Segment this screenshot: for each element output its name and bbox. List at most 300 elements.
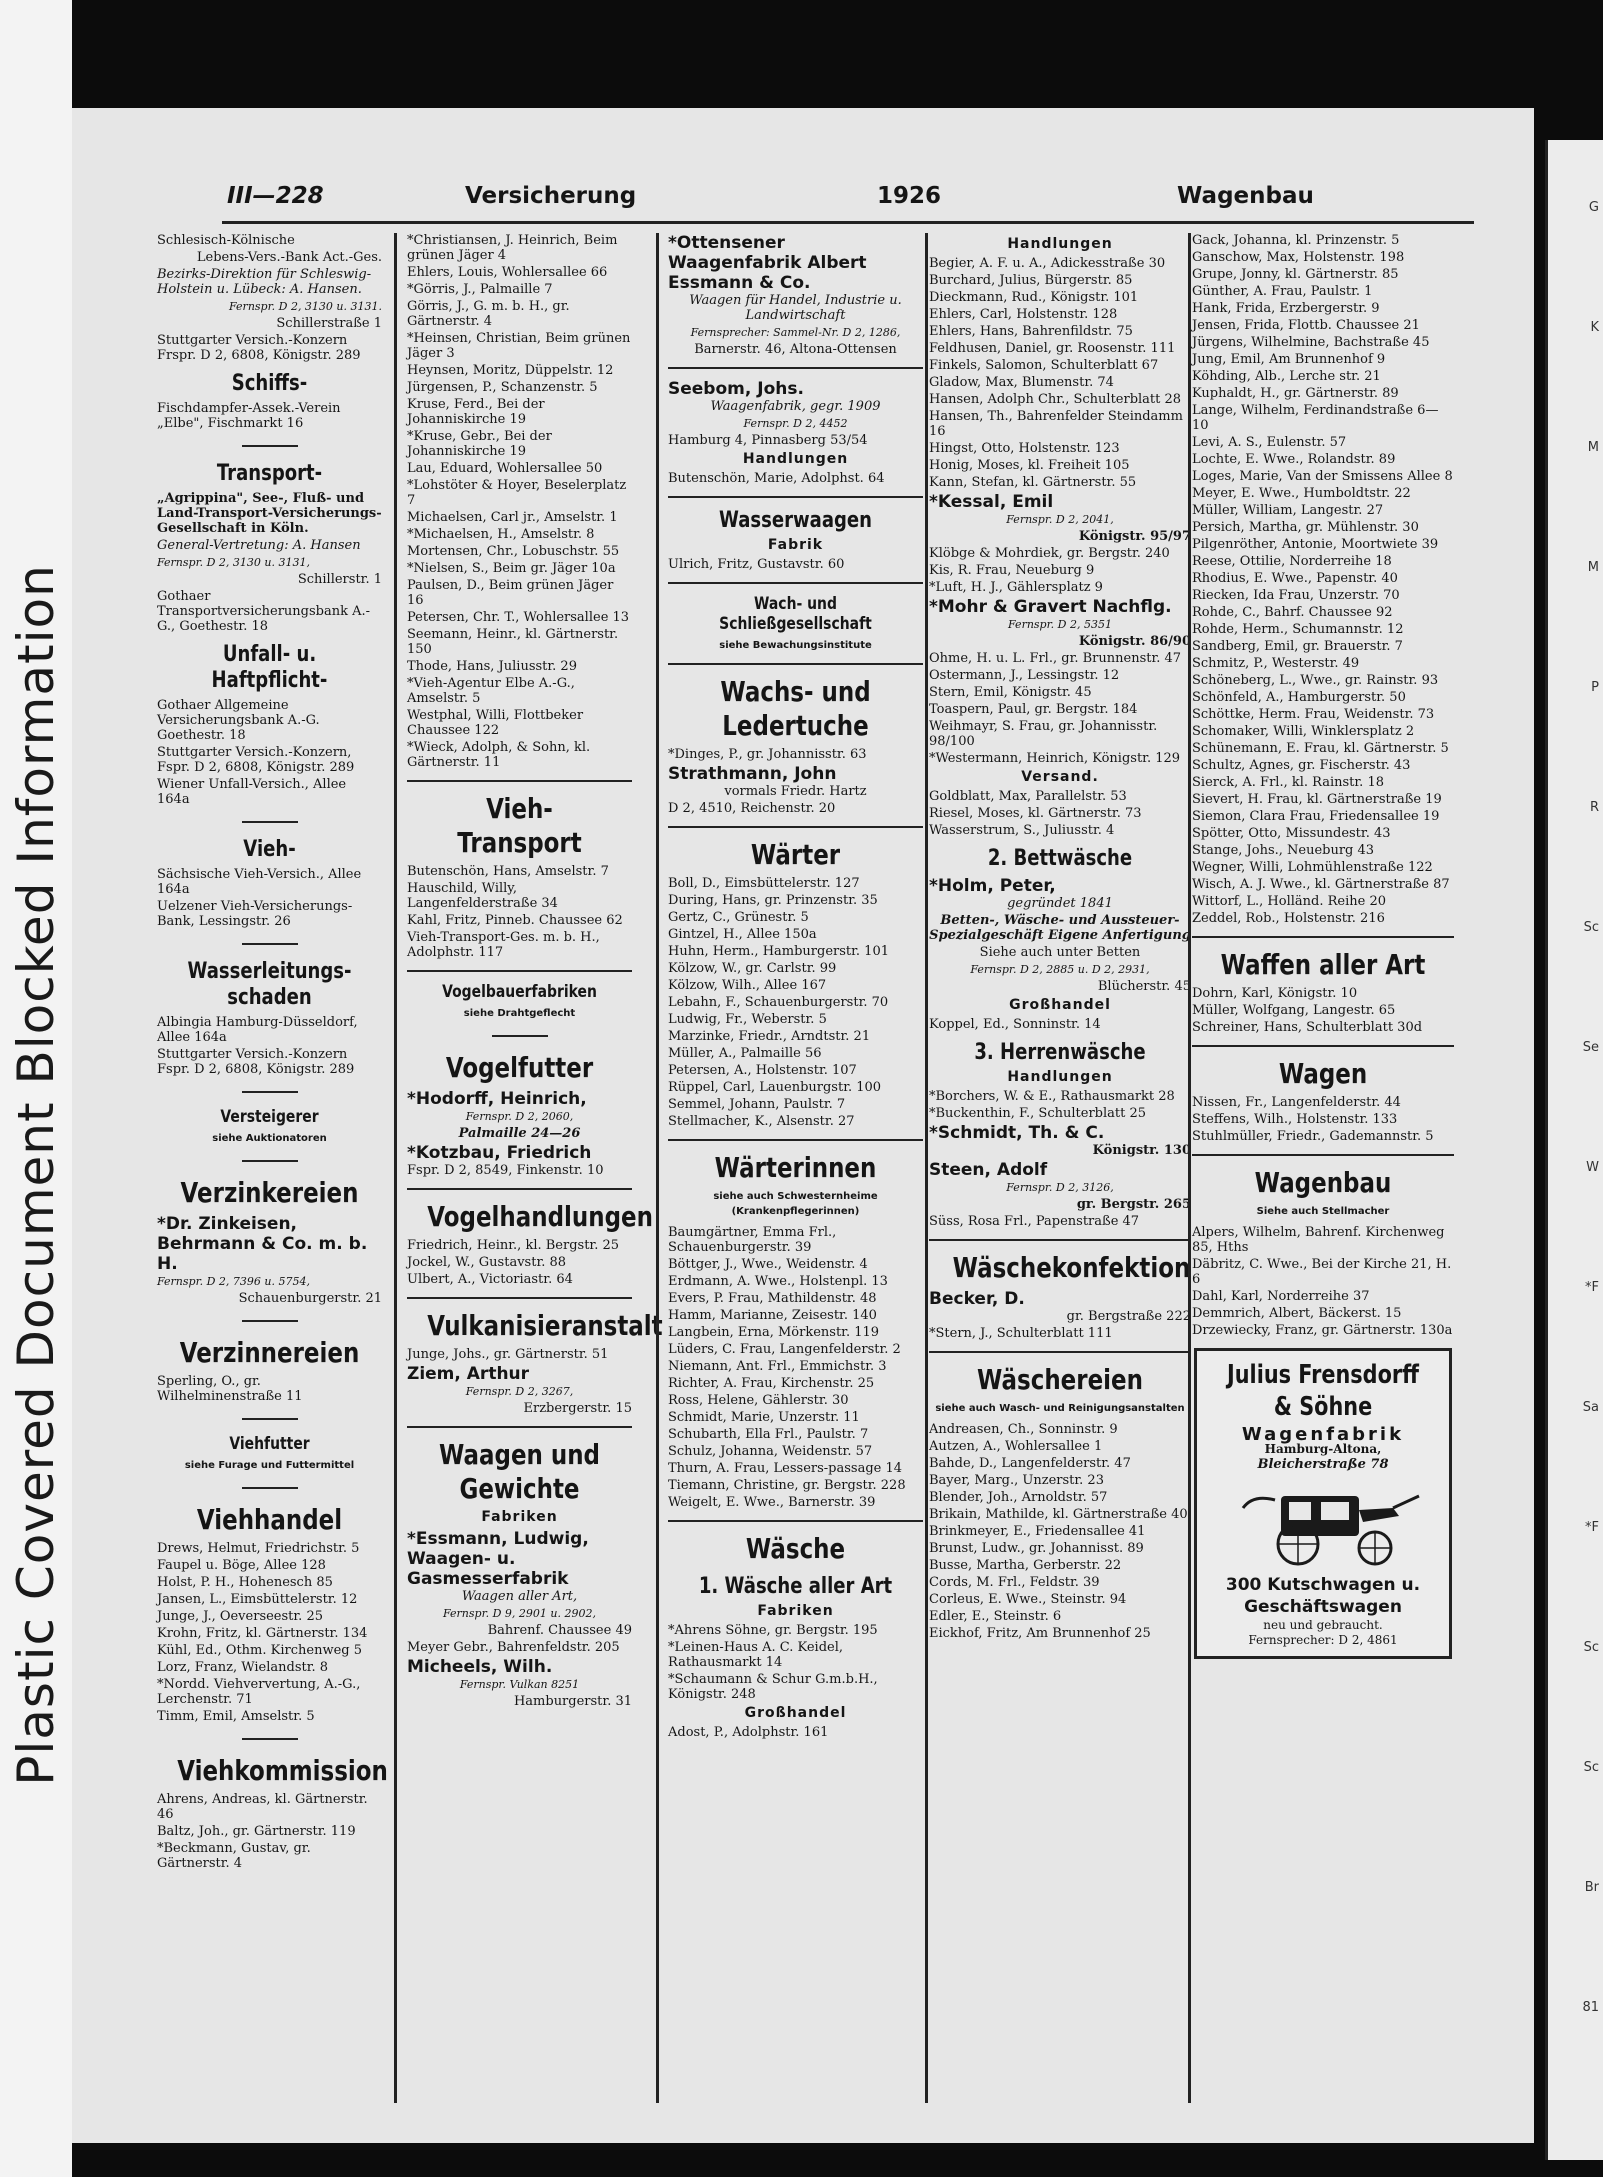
listing-entry: Müller, A., Palmaille 56 (668, 1046, 822, 1061)
listing-entry: Kruse, Ferd., Bei der Johanniskirche 19 (407, 397, 545, 427)
subsection-heading: Handlungen (742, 451, 849, 467)
listing-entry: Köhding, Alb., Lerche str. 21 (1192, 369, 1381, 384)
subsection-heading: Versand. (1021, 769, 1099, 785)
subsection-heading: Fabriken (481, 1509, 558, 1525)
section-separator (242, 1418, 298, 1420)
listing-entry: Hank, Frida, Erzbergerstr. 9 (1192, 301, 1380, 316)
section-rule (668, 826, 923, 828)
listing-entry: Koppel, Ed., Sonninstr. 14 (929, 1017, 1101, 1032)
section-heading: Wäschekonfektion (952, 1251, 1191, 1284)
listing-entry: Fischdampfer-Assek.-Verein „Elbe", Fischmarkt 16 (157, 401, 341, 431)
listing-entry: Wegner, Willi, Lohmühlenstraße 122 (1192, 860, 1433, 875)
listing-entry: Stuhlmüller, Friedr., Gademannstr. 5 (1192, 1129, 1434, 1144)
advertisement-frensdorff (1194, 1348, 1452, 1659)
listing-entry: *Vieh-Agentur Elbe A.-G., Amselstr. 5 (407, 676, 575, 706)
ad-offer: 300 Kutschwagen u. Geschäftswagen (1225, 1575, 1421, 1617)
listing-entry: Waagen für Handel, Industrie u. Landwirtschaft (689, 293, 902, 323)
adjacent-page-fragment: Sc (1583, 1760, 1599, 1775)
listing-entry: Schauenburgerstr. 21 (238, 1291, 382, 1306)
listing-entry: General-Vertretung: A. Hansen (157, 538, 361, 553)
page-number: III—228 (227, 183, 324, 209)
featured-listing-name: *Kessal, Emil (929, 492, 1054, 512)
column-5-entries (1192, 233, 1454, 1338)
section-rule (668, 582, 923, 584)
listing-entry: Waagenfabrik, gegr. 1909 (710, 399, 881, 414)
column-1 (157, 233, 388, 2113)
listing-entry: Andreasen, Ch., Sonninstr. 9 (929, 1422, 1118, 1437)
listing-entry: Stuttgarter Versich.-Konzern Frspr. D 2, 6808, Königstr. 289 (157, 333, 361, 363)
featured-listing-name: Micheels, Wilh. (407, 1657, 553, 1677)
listing-entry: Petersen, A., Holstenstr. 107 (668, 1063, 857, 1078)
section-rule (929, 1239, 1191, 1241)
section-heading: Vieh-Transport (457, 792, 582, 859)
listing-entry: Autzen, A., Wohlersallee 1 (929, 1439, 1103, 1454)
listing-entry: Hauschild, Willy, Langenfelderstraße 34 (407, 881, 558, 911)
section-rule (668, 1520, 923, 1522)
listing-entry: gr. Bergstr. 265 (1076, 1197, 1191, 1212)
listing-entry: Dohrn, Karl, Königstr. 10 (1192, 986, 1358, 1001)
listing-entry: Ludwig, Fr., Weberstr. 5 (668, 1012, 827, 1027)
listing-entry: Lange, Wilhelm, Ferdinandstraße 6—10 (1192, 403, 1439, 433)
listing-entry: Böttger, J., Wwe., Weidenstr. 4 (668, 1257, 868, 1272)
listing-entry: Holst, P. H., Hohenesch 85 (157, 1575, 333, 1590)
listing-entry: Günther, A. Frau, Paulstr. 1 (1192, 284, 1373, 299)
listing-entry: Sierck, A. Frl., kl. Rainstr. 18 (1192, 775, 1384, 790)
listing-entry: Palmaille 24—26 (458, 1126, 581, 1141)
ad-note: neu und gebraucht. (1263, 1618, 1383, 1632)
adjacent-page-fragment: M (1587, 560, 1599, 575)
featured-listing-name: Ziem, Arthur (407, 1364, 530, 1384)
featured-listing-name: Seebom, Johs. (668, 379, 804, 399)
listing-entry: Jansen, L., Eimsbüttelerstr. 12 (157, 1592, 358, 1607)
featured-listing-name: Becker, D. (929, 1289, 1025, 1309)
subsection-heading: Fabriken (757, 1603, 834, 1619)
listing-entry: Schomaker, Willi, Winklersplatz 2 (1192, 724, 1415, 739)
section-heading: Wasserwaagen (718, 508, 873, 533)
adjacent-page-fragment: Sa (1582, 1400, 1599, 1415)
listing-entry: Blücherstr. 45 (1097, 979, 1191, 994)
listing-entry: Friedrich, Heinr., kl. Bergstr. 25 (407, 1238, 620, 1253)
listing-entry: Jürgens, Wilhelmine, Bachstraße 45 (1192, 335, 1430, 350)
listing-entry: Weigelt, E. Wwe., Barnerstr. 39 (668, 1495, 876, 1510)
listing-entry: Stellmacher, K., Alsenstr. 27 (668, 1114, 855, 1129)
section-rule (407, 1188, 632, 1190)
listing-entry: Kuphaldt, H., gr. Gärtnerstr. 89 (1192, 386, 1399, 401)
listing-entry: gegründet 1841 (1007, 896, 1113, 911)
section-separator (242, 1738, 298, 1740)
section-rule (407, 780, 632, 782)
section-rule (407, 1426, 632, 1428)
ad-phone: Fernsprecher: D 2, 4861 (1248, 1633, 1398, 1647)
listing-entry: Richter, A. Frau, Kirchenstr. 25 (668, 1376, 875, 1391)
listing-entry: Schmidt, Marie, Unzerstr. 11 (668, 1410, 860, 1425)
listing-entry: Persich, Martha, gr. Mühlenstr. 30 (1192, 520, 1419, 535)
listing-entry: Ostermann, J., Lessingstr. 12 (929, 668, 1120, 683)
section-heading: Waffen aller Art (1220, 948, 1426, 981)
cross-reference: siehe auch Schwesternheime (Krankenpflegerinnen) (713, 1191, 878, 1217)
listing-entry: *Westermann, Heinrich, Königstr. 129 (929, 751, 1181, 766)
listing-entry: Fernspr. D 2, 2041, (1006, 513, 1114, 526)
listing-entry: Klöbge & Mohrdiek, gr. Bergstr. 240 (929, 546, 1170, 561)
section-heading: Vieh- (243, 837, 296, 862)
section-rule (407, 970, 632, 972)
listing-entry: Rohde, Herm., Schumannstr. 12 (1192, 622, 1404, 637)
listing-entry: Ganschow, Max, Holstenstr. 198 (1192, 250, 1405, 265)
listing-entry: Königstr. 86/90 (1078, 634, 1191, 649)
listing-entry: Marzinke, Friedr., Arndtstr. 21 (668, 1029, 871, 1044)
listing-entry: Ahrens, Andreas, kl. Gärtnerstr. 46 (157, 1792, 368, 1822)
listing-entry: Riesel, Moses, kl. Gärtnerstr. 73 (929, 806, 1142, 821)
adjacent-page-fragment: P (1591, 680, 1599, 695)
section-separator (242, 1091, 298, 1093)
listing-entry: Adost, P., Adolphstr. 161 (668, 1725, 829, 1740)
listing-entry: Kölzow, W., gr. Carlstr. 99 (668, 961, 837, 976)
listing-entry: Fernspr. D 2, 3267, (465, 1385, 574, 1398)
listing-entry: Fernspr. D 2, 2060, (465, 1110, 574, 1123)
listing-entry: Fernspr. D 2, 3130 u. 3131. (229, 300, 382, 313)
listing-entry: Hingst, Otto, Holstenstr. 123 (929, 441, 1120, 456)
listing-entry: Hamm, Marianne, Zeisestr. 140 (668, 1308, 877, 1323)
listing-entry: *Stern, J., Schulterblatt 111 (929, 1326, 1113, 1341)
subsection-heading: Handlungen (1007, 236, 1113, 252)
featured-listing-name: *Hodorff, Heinrich, (407, 1089, 587, 1109)
listing-entry: Fernspr. D 2, 4452 (743, 417, 848, 430)
listing-entry: Fernspr. Vulkan 8251 (459, 1678, 580, 1691)
listing-entry: Timm, Emil, Amselstr. 5 (157, 1709, 315, 1724)
column-divider (925, 233, 928, 2103)
listing-entry: Nissen, Fr., Langenfelderstr. 44 (1192, 1095, 1401, 1110)
subsection-heading: Handlungen (1007, 1069, 1113, 1085)
listing-entry: Tiemann, Christine, gr. Bergstr. 228 (668, 1478, 906, 1493)
listing-entry: Cords, M. Frl., Feldstr. 39 (929, 1575, 1100, 1590)
listing-entry: Lorz, Franz, Wielandstr. 8 (157, 1660, 329, 1675)
header-left-keyword: Versicherung (465, 183, 637, 209)
adjacent-page-fragment: *F (1585, 1280, 1599, 1295)
column-divider (656, 233, 659, 2103)
cross-reference: siehe auch Wasch- und Reinigungsanstalten (935, 1403, 1185, 1414)
listing-entry: Blender, Joh., Arnoldstr. 57 (929, 1490, 1108, 1505)
section-heading: Waagen und Gewichte (439, 1438, 600, 1505)
listing-entry: Zeddel, Rob., Holstenstr. 216 (1192, 911, 1385, 926)
listing-entry: Sperling, O., gr. Wilhelminenstraße 11 (157, 1374, 303, 1404)
listing-entry: Burchard, Julius, Bürgerstr. 85 (929, 273, 1133, 288)
section-heading: Viehkommission (177, 1754, 388, 1787)
listing-entry: Feldhusen, Daniel, gr. Roosenstr. 111 (929, 341, 1176, 356)
cross-reference: siehe Drahtgeflecht (463, 1008, 576, 1019)
section-rule (668, 496, 923, 498)
listing-entry: Wiener Unfall-Versich., Allee 164a (157, 777, 347, 807)
section-heading: Verzinnereien (179, 1336, 360, 1369)
listing-entry: Rohde, C., Bahrf. Chaussee 92 (1192, 605, 1393, 620)
featured-listing-name: *Mohr & Gravert Nachflg. (929, 597, 1172, 617)
section-rule (1192, 1045, 1454, 1047)
listing-entry: Schillerstraße 1 (276, 316, 382, 331)
listing-entry: Junge, Johs., gr. Gärtnerstr. 51 (407, 1347, 609, 1362)
subsection-heading: Fabrik (767, 537, 824, 553)
listing-entry: Gothaer Transportversicherungsbank A.-G., Goethestr. 18 (157, 589, 371, 634)
section-heading: Wachs- und Ledertuche (720, 675, 871, 742)
listing-entry: Krohn, Fritz, kl. Gärtnerstr. 134 (157, 1626, 368, 1641)
listing-entry: Lochte, E. Wwe., Rolandstr. 89 (1192, 452, 1396, 467)
listing-entry: Gothaer Allgemeine Versicherungsbank A.-G. Goethestr. 18 (157, 698, 320, 743)
header-right-keyword: Wagenbau (1177, 183, 1314, 209)
listing-entry: Fernspr. D 9, 2901 u. 2902, (443, 1607, 596, 1620)
column-3 (668, 233, 923, 2113)
listing-entry: Betten-, Wäsche- und Aussteuer-Spezialgeschäft Eigene Anfertigung (929, 913, 1191, 943)
listing-entry: *Lohstöter & Hoyer, Beselerplatz 7 (407, 478, 627, 508)
section-heading: Wach- und Schließgesellschaft (719, 594, 872, 634)
listing-entry: Fernspr. D 2, 7396 u. 5754, (157, 1275, 310, 1288)
listing-entry: Goldblatt, Max, Parallelstr. 53 (929, 789, 1127, 804)
listing-entry: Brunst, Ludw., gr. Johannisst. 89 (929, 1541, 1144, 1556)
section-heading: 1. Wäsche aller Art (698, 1574, 893, 1599)
listing-entry: Rhodius, E. Wwe., Papenstr. 40 (1192, 571, 1398, 586)
listing-entry: Alpers, Wilhelm, Bahrenf. Kirchenweg 85, Hths (1192, 1225, 1445, 1255)
listing-entry: Stuttgarter Versich.-Konzern, Fspr. D 2, 6808, Königstr. 289 (157, 745, 355, 775)
ad-company-name: Julius Frensdorff & Söhne (1227, 1360, 1419, 1422)
scan-overlay-label: Plastic Covered Document Blocked Information (7, 564, 65, 1786)
featured-listing-name: *Kotzbau, Friedrich (407, 1143, 592, 1163)
listing-entry: Semmel, Johann, Paulstr. 7 (668, 1097, 846, 1112)
listing-entry: Steffens, Wilh., Holstenstr. 133 (1192, 1112, 1398, 1127)
listing-entry: Hamburgerstr. 31 (513, 1694, 632, 1709)
section-heading: Wäschereien (977, 1363, 1143, 1396)
listing-entry: Jung, Emil, Am Brunnenhof 9 (1192, 352, 1386, 367)
section-heading: Wagenbau (1254, 1166, 1392, 1199)
listing-entry: Schulz, Johanna, Weidenstr. 57 (668, 1444, 873, 1459)
listing-entry: Eickhof, Fritz, Am Brunnenhof 25 (929, 1626, 1151, 1641)
listing-entry: Jockel, W., Gustavstr. 88 (407, 1255, 567, 1270)
section-rule (668, 1139, 923, 1141)
listing-entry: Gladow, Max, Blumenstr. 74 (929, 375, 1114, 390)
column-5 (1192, 233, 1454, 2113)
listing-entry: Schünemann, E. Frau, kl. Gärtnerstr. 5 (1192, 741, 1449, 756)
section-heading: Wasserleitungs-schaden (187, 959, 352, 1010)
featured-listing-name: Steen, Adolf (929, 1160, 1048, 1180)
section-rule (668, 367, 923, 369)
listing-entry: Fernsprecher: Sammel-Nr. D 2, 1286, (690, 326, 901, 339)
listing-entry: Siemon, Clara Frau, Friedensallee 19 (1192, 809, 1440, 824)
adjacent-page-fragment: W (1586, 1160, 1599, 1175)
listing-entry: Faupel u. Böge, Allee 128 (157, 1558, 326, 1573)
section-heading: Wärterinnen (714, 1151, 877, 1184)
listing-entry: Kühl, Ed., Othm. Kirchenweg 5 (157, 1643, 362, 1658)
listing-entry: Sievert, H. Frau, kl. Gärtnerstraße 19 (1192, 792, 1442, 807)
section-heading: Unfall- u. Haftpflicht- (211, 642, 328, 693)
listing-entry: Schubarth, Ella Frl., Paulstr. 7 (668, 1427, 869, 1442)
section-rule (1192, 1154, 1454, 1156)
section-heading: Vogelbauerfabriken (442, 982, 597, 1002)
section-rule (668, 663, 923, 665)
listing-entry: Schillerstr. 1 (297, 572, 382, 587)
listing-entry: Huhn, Herm., Hamburgerstr. 101 (668, 944, 889, 959)
listing-entry: Westphal, Willi, Flottbeker Chaussee 122 (407, 708, 584, 738)
listing-entry: Schreiner, Hans, Schulterblatt 30d (1192, 1020, 1423, 1035)
listing-entry: Schmitz, P., Westerstr. 49 (1192, 656, 1360, 671)
listing-entry: Begier, A. F. u. A., Adickesstraße 30 (929, 256, 1166, 271)
listing-entry: *Schaumann & Schur G.m.b.H., Königstr. 248 (668, 1672, 878, 1702)
listing-entry: *Görris, J., Palmaille 7 (407, 282, 553, 297)
listing-entry: Evers, P. Frau, Mathildenstr. 48 (668, 1291, 877, 1306)
listing-entry: Fspr. D 2, 8549, Finkenstr. 10 (407, 1163, 604, 1178)
adjacent-page-fragment: Sc (1583, 1640, 1599, 1655)
scanner-margin (0, 0, 72, 2177)
column-4 (929, 233, 1191, 2113)
section-heading: Vulkanisieranstalt (427, 1309, 663, 1342)
column-divider (1188, 233, 1191, 2103)
listing-entry: *Nielsen, S., Beim gr. Jäger 10a (407, 561, 616, 576)
section-separator (242, 821, 298, 823)
listing-entry: Sächsische Vieh-Versich., Allee 164a (157, 867, 362, 897)
listing-entry: Thode, Hans, Juliusstr. 29 (407, 659, 577, 674)
listing-entry: Schöttke, Herm. Frau, Weidenstr. 73 (1192, 707, 1435, 722)
listing-entry: Meyer, E. Wwe., Humboldtstr. 22 (1192, 486, 1411, 501)
section-separator (492, 1035, 548, 1037)
listing-entry: Finkels, Salomon, Schulterblatt 67 (929, 358, 1159, 373)
subsection-heading: Großhandel (744, 1705, 847, 1721)
carriage-icon (1223, 1478, 1423, 1568)
listing-entry: *Ahrens Söhne, gr. Bergstr. 195 (668, 1623, 878, 1638)
cross-reference: siehe Furage und Futtermittel (184, 1460, 355, 1471)
listing-entry: Gack, Johanna, kl. Prinzenstr. 5 (1192, 233, 1400, 248)
listing-entry: Bayer, Marg., Unzerstr. 23 (929, 1473, 1104, 1488)
listing-entry: Däbritz, C. Wwe., Bei der Kirche 21, H. 6 (1192, 1257, 1452, 1287)
listing-entry: Albingia Hamburg-Düsseldorf, Allee 164a (157, 1015, 358, 1045)
section-heading: Schiffs- (231, 371, 308, 396)
listing-entry: Ulrich, Fritz, Gustavstr. 60 (668, 557, 845, 572)
column-divider (394, 233, 397, 2103)
listing-entry: *Leinen-Haus A. C. Keidel, Rathausmarkt 14 (668, 1640, 843, 1670)
listing-entry: „Agrippina", See-, Fluß- und Land-Transport-Versicherungs-Gesellschaft in Köln. (157, 491, 382, 536)
section-separator (242, 1487, 298, 1489)
featured-listing-name: *Holm, Peter, (929, 876, 1056, 896)
listing-entry: Butenschön, Marie, Adolphst. 64 (668, 471, 885, 486)
cross-reference: siehe Auktionatoren (212, 1133, 327, 1144)
listing-entry: *Luft, H. J., Gählersplatz 9 (929, 580, 1103, 595)
listing-entry: Fernspr. D 2, 5351 (1008, 618, 1112, 631)
listing-entry: Edler, E., Steinstr. 6 (929, 1609, 1062, 1624)
listing-entry: Heynsen, Moritz, Düppelstr. 12 (407, 363, 614, 378)
listing-entry: Brinkmeyer, E., Friedensallee 41 (929, 1524, 1146, 1539)
listing-entry: Hamburg 4, Pinnasberg 53/54 (668, 433, 868, 448)
adjacent-page-fragment: K (1590, 320, 1599, 335)
ad-street: Bleicherstraße 78 (1257, 1457, 1389, 1472)
adjacent-page-fragment: G (1588, 200, 1599, 215)
listing-entry: *Kruse, Gebr., Bei der Johanniskirche 19 (407, 429, 552, 459)
listing-entry: Loges, Marie, Van der Smissens Allee 8 (1192, 469, 1453, 484)
listing-entry: Gertz, C., Grünestr. 5 (668, 910, 809, 925)
listing-entry: Meyer Gebr., Bahrenfeldstr. 205 (407, 1640, 620, 1655)
listing-entry: Lüders, C. Frau, Langenfelderstr. 2 (668, 1342, 901, 1357)
featured-listing-name: *Essmann, Ludwig, Waagen- u. Gasmesserfabrik (407, 1529, 589, 1589)
listing-entry: Toaspern, Paul, gr. Bergstr. 184 (929, 702, 1138, 717)
ad-city: Hamburg-Altona, (1264, 1442, 1382, 1456)
listing-entry: Königstr. 130 (1092, 1143, 1191, 1158)
featured-listing-name: *Ottensener Waagenfabrik Albert Essmann & Co. (668, 233, 867, 293)
listing-entry: Stuttgarter Versich.-Konzern Fspr. D 2, 6808, Königstr. 289 (157, 1047, 355, 1077)
listing-entry: Bahrenf. Chaussee 49 (487, 1623, 632, 1638)
listing-entry: Lebahn, F., Schauenburgerstr. 70 (668, 995, 889, 1010)
listing-entry: vormals Friedr. Hartz (724, 784, 867, 799)
section-separator (242, 1320, 298, 1322)
listing-entry: Demmrich, Albert, Bäckerst. 15 (1192, 1306, 1402, 1321)
listing-entry: Pilgenröther, Antonie, Moortwiete 39 (1192, 537, 1439, 552)
listing-entry: Bezirks-Direktion für Schleswig-Holstein u. Lübeck: A. Hansen. (157, 267, 372, 297)
listing-entry: Lebens-Vers.-Bank Act.-Ges. (196, 250, 382, 265)
listing-entry: Niemann, Ant. Frl., Emmichstr. 3 (668, 1359, 887, 1374)
listing-entry: Sandberg, Emil, gr. Brauerstr. 7 (1192, 639, 1403, 654)
column-2 (407, 233, 663, 2113)
listing-entry: Müller, Wolfgang, Langestr. 65 (1192, 1003, 1396, 1018)
ad-trade: Wagenfabrik (1241, 1424, 1405, 1445)
listing-entry: Drzewiecky, Franz, gr. Gärtnerstr. 130a (1192, 1323, 1453, 1338)
listing-entry: Seemann, Heinr., kl. Gärtnerstr. 150 (407, 627, 619, 657)
listing-entry: Stange, Johs., Neueburg 43 (1192, 843, 1375, 858)
listing-entry: Görris, J., G. m. b. H., gr. Gärtnerstr. 4 (407, 299, 570, 329)
listing-entry: Schönfeld, A., Hamburgerstr. 50 (1192, 690, 1406, 705)
listing-entry: Waagen aller Art, (461, 1589, 578, 1604)
listing-entry: Honig, Moses, kl. Freiheit 105 (929, 458, 1130, 473)
section-heading: Wärter (750, 838, 841, 871)
featured-listing-name: *Dr. Zinkeisen, Behrmann & Co. m. b. H. (157, 1214, 368, 1274)
listing-entry: Grupe, Jonny, kl. Gärtnerstr. 85 (1192, 267, 1399, 282)
section-rule (1192, 936, 1454, 938)
listing-entry: Baumgärtner, Emma Frl., Schauenburgerstr. 39 (668, 1225, 837, 1255)
section-rule (929, 1351, 1191, 1353)
listing-entry: Spötter, Otto, Missundestr. 43 (1192, 826, 1391, 841)
section-heading: Verzinkereien (180, 1176, 359, 1209)
listing-entry: Paulsen, D., Beim grünen Jäger 16 (407, 578, 614, 608)
listing-entry: Ross, Helene, Gählerstr. 30 (668, 1393, 849, 1408)
listing-entry: D 2, 4510, Reichenstr. 20 (668, 801, 836, 816)
section-heading: Vogelhandlungen (427, 1200, 653, 1233)
listing-entry: *Dinges, P., gr. Johannisstr. 63 (668, 747, 867, 762)
listing-entry: Jensen, Frida, Flottb. Chaussee 21 (1192, 318, 1420, 333)
adjacent-page-fragment: Br (1584, 1880, 1599, 1895)
listing-entry: *Christiansen, J. Heinrich, Beim grünen Jäger 4 (407, 233, 618, 263)
listing-entry: Brikain, Mathilde, kl. Gärtnerstraße 40 (929, 1507, 1188, 1522)
listing-entry: Fernspr. D 2, 3126, (1006, 1181, 1114, 1194)
listing-entry: *Nordd. Viehververtung, A.-G., Lerchenstr. 71 (157, 1677, 361, 1707)
listing-entry: Stern, Emil, Königstr. 45 (929, 685, 1092, 700)
listing-entry: Kis, R. Frau, Neueburg 9 (929, 563, 1095, 578)
listing-entry: Drews, Helmut, Friedrichstr. 5 (157, 1541, 360, 1556)
listing-entry: Langbein, Erna, Mörkenstr. 119 (668, 1325, 880, 1340)
listing-entry: Fernspr. D 2, 2885 u. D 2, 2931, (970, 963, 1150, 976)
listing-entry: Ohme, H. u. L. Frl., gr. Brunnenstr. 47 (929, 651, 1182, 666)
listing-entry: Busse, Martha, Gerberstr. 22 (929, 1558, 1122, 1573)
section-separator (242, 1160, 298, 1162)
subsection-heading: Großhandel (1009, 997, 1111, 1013)
listing-entry: Erdmann, A. Wwe., Holstenpl. 13 (668, 1274, 888, 1289)
listing-entry: gr. Bergstraße 222 (1066, 1309, 1191, 1324)
section-separator (242, 445, 298, 447)
listing-entry: Hansen, Th., Bahrenfelder Steindamm 16 (929, 409, 1183, 439)
section-separator (242, 943, 298, 945)
listing-entry: *Heinsen, Christian, Beim grünen Jäger 3 (407, 331, 631, 361)
listing-entry: Ehlers, Louis, Wohlersallee 66 (407, 265, 608, 280)
section-heading: 2. Bettwäsche (987, 846, 1133, 871)
section-heading: Viehhandel (196, 1503, 343, 1536)
listing-entry: Uelzener Vieh-Versicherungs-Bank, Lessingstr. 26 (157, 899, 353, 929)
listing-entry: *Borchers, W. & E., Rathausmarkt 28 (929, 1089, 1175, 1104)
listing-entry: Hansen, Adolph Chr., Schulterblatt 28 (929, 392, 1182, 407)
listing-entry: Junge, J., Oeverseestr. 25 (157, 1609, 323, 1624)
listing-entry: Kahl, Fritz, Pinneb. Chaussee 62 (407, 913, 623, 928)
listing-entry: Süss, Rosa Frl., Papenstraße 47 (929, 1214, 1140, 1229)
listing-entry: Wisch, A. J. Wwe., kl. Gärtnerstraße 87 (1192, 877, 1450, 892)
listing-entry: Michaelsen, Carl jr., Amselstr. 1 (407, 510, 618, 525)
